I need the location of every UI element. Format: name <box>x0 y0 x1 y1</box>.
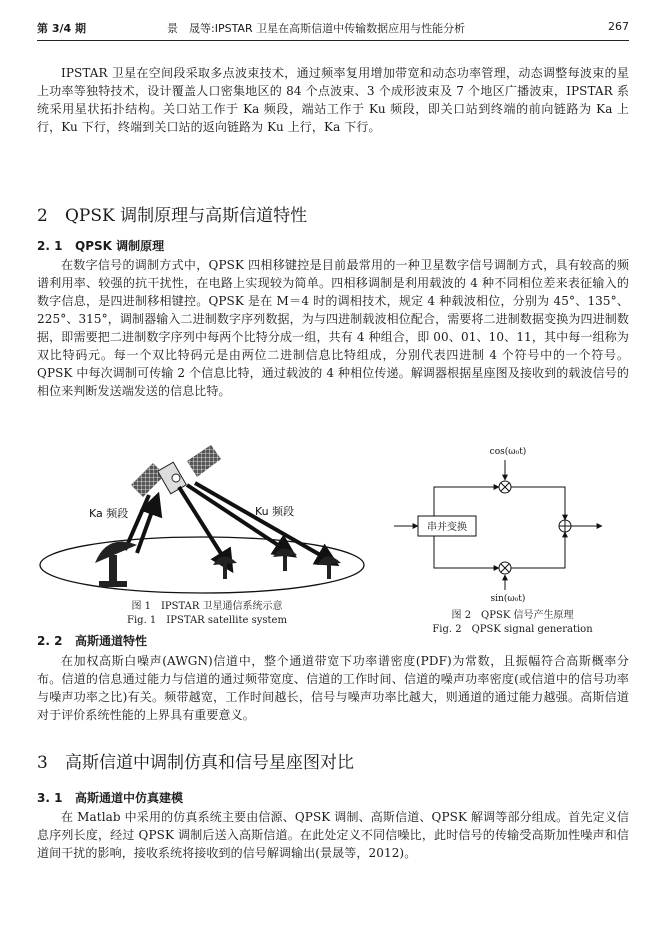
figure-2-caption-en: Fig. 2 QPSK signal generation <box>432 624 593 635</box>
subsection-title: QPSK 调制原理 <box>75 239 165 253</box>
subsection-2-1-heading <box>37 237 164 254</box>
section-3-heading <box>37 748 354 773</box>
lower-sum-line <box>511 532 565 568</box>
page-number: 267 <box>608 20 629 33</box>
sin-carrier-label: sin(ω₀t) <box>490 594 526 604</box>
intro-paragraph: IPSTAR 卫星在空间段采取多点波束技术，通过频率复用增加带宽和动态功率管理，动态调整每波束的星上功率等独特技术，设计覆盖人口密集地区的 84 个点波束、3 个成形波束及 7 个地区广播波束，IPSTAR 系统采用星状拓扑结构。关口站工作于 Ka 频段，端站工作于 Ku 频段，即关口站到终端的前向链路为 Ka 上行，Ku 下行，终端到关口站的返向链路为 Ku 上行，Ka 下行。 <box>37 66 629 134</box>
figure-2-caption <box>390 609 635 637</box>
figure-1-caption <box>37 600 377 628</box>
issue-label: 第 3/4 期 <box>37 22 86 35</box>
subsection-number: 3. 1 <box>37 791 63 805</box>
subsection-title: 高斯通道特性 <box>75 634 148 648</box>
subsection-number: 2. 1 <box>37 239 63 253</box>
figure-1-caption-en: Fig. 1 IPSTAR satellite system <box>127 615 287 626</box>
ku-link-2 <box>187 485 287 551</box>
subsection-2-1-text: 在数字信号的调制方式中，QPSK 四相移键控是目前最常用的一种卫星数字信号调制方式，具有较高的频谱利用率、较强的抗干扰性，在电路上实现较为简单。四相移调制是利用载波的 4 种不同相位差来表征输入的数字信息，是四进制移相键控。QPSK 是在 M＝4 时的调相技术，规定 4 种载波相位，分别为 45°、135°、225°、315°，调制器输入二进制数字序列数据，为与四进制载波相位配合，需要将二进制数据变换为四进制数据，即需要把二进制数字序列中每两个比特分成一组，共有 4 种组合，即 00、01、10、11，其中每一组称为双比特码元。每一个双比特码元是由两位二进制信息比特组成，分别代表四进制 4 个符号中的一个符号。QPSK 中每次调制可传输 2 个信息比特，通过载波的 4 种相位传递。解调器根据星座图及接收到的载波信号的相位来判断发送端发送的信息比特。 <box>37 258 629 398</box>
figure-2-caption-cn: 图 2 QPSK 信号产生原理 <box>451 610 574 621</box>
subsection-2-2-text: 在加权高斯白噪声(AWGN)信道中，整个通道带宽下功率谱密度(PDF)为常数，且振幅符合高斯概率分布。信道的信息通过能力与信道的通过频带宽度、信道的工作时间、信道的噪声功率密度(或信道中的信号功率与噪声功率之比)有关。频带越宽，工作时间越长，信号与噪声功率比越大，则通道的通过能力越强。高斯信道对于评价系统性能的上界具有重要意义。 <box>37 654 629 722</box>
subsection-title: 高斯通道中仿真建模 <box>75 791 184 805</box>
figure-2-diagram <box>390 440 635 605</box>
running-title: 景 晟等:IPSTAR 卫星在高斯信道中传输数据应用与性能分析 <box>167 22 466 35</box>
section-title: 高斯信道中调制仿真和信号星座图对比 <box>65 753 354 773</box>
terminal-dish-icon <box>273 548 297 571</box>
section-number: 3 <box>37 753 48 773</box>
terminal-dish-icon <box>317 556 341 579</box>
ku-band-label: Ku 频段 <box>255 505 295 518</box>
subsection-2-2-heading <box>37 632 147 649</box>
running-header <box>37 18 629 36</box>
adder-icon <box>559 520 571 532</box>
ku-link-3 <box>195 483 329 560</box>
serial-parallel-label: 串并变换 <box>427 522 467 533</box>
lower-branch-line <box>434 536 499 568</box>
header-rule <box>37 40 629 41</box>
section-title: QPSK 调制原理与高斯信道特性 <box>65 206 308 226</box>
ka-uplink-line <box>137 503 155 553</box>
figure-1-caption-cn: 图 1 IPSTAR 卫星通信系统示意 <box>131 601 283 612</box>
section-2-heading <box>37 201 307 226</box>
terminal-dish-icon <box>213 556 237 579</box>
coverage-ellipse <box>40 537 364 593</box>
figure-1-illustration <box>37 445 377 600</box>
multiplier-top-icon <box>499 481 511 493</box>
upper-branch-line <box>434 487 499 516</box>
cos-carrier-label: cos(ω₀t) <box>489 447 527 457</box>
gateway-dish-icon <box>95 542 137 587</box>
section-number: 2 <box>37 206 48 226</box>
subsection-3-1-text: 在 Matlab 中采用的仿真系统主要由信源、QPSK 调制、高斯信道、QPSK 解调等部分组成。首先定义信息序列长度，经过 QPSK 调制后送入高斯信道。在此处定义不同信噪比，此时信号的传输受高斯加性噪声和信道间干扰的影响，接收系统将接收到的信号解调输出(景晟等，2012)。 <box>37 810 629 860</box>
ka-link-line <box>125 495 149 550</box>
upper-sum-line <box>511 487 565 520</box>
subsection-number: 2. 2 <box>37 634 63 648</box>
ka-band-label: Ka 频段 <box>89 507 129 520</box>
subsection-3-1-heading <box>37 789 183 806</box>
multiplier-bottom-icon <box>499 562 511 574</box>
